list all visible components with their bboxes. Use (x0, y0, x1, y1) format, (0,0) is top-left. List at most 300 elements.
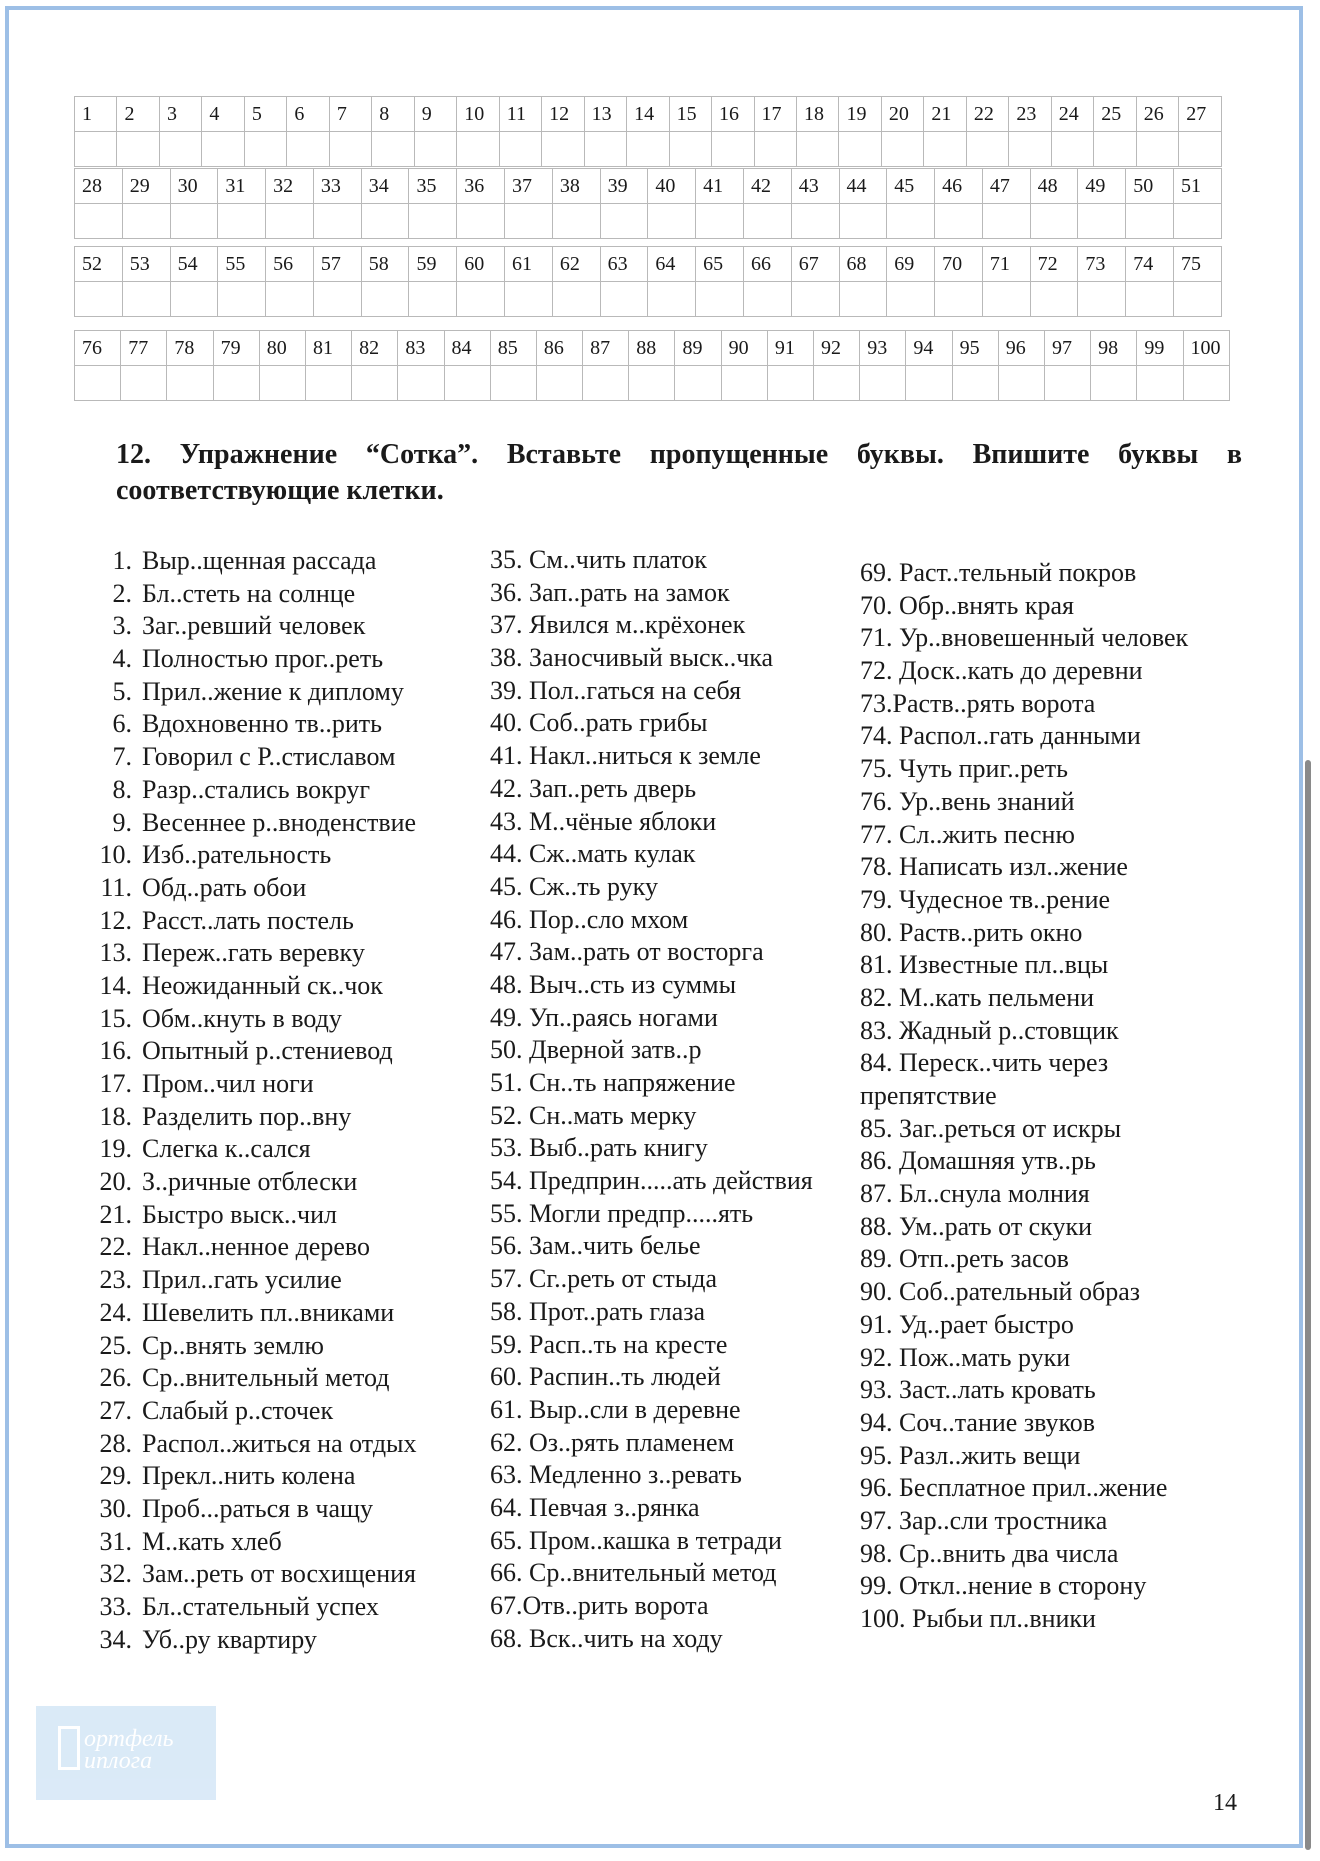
grid-number-cell: 97 (1044, 331, 1090, 366)
grid-number-cell: 60 (457, 247, 505, 282)
list-item: 80. Раств..рить окно (860, 917, 1083, 947)
grid-number-cell: 87 (583, 331, 629, 366)
grid-answer-cell[interactable] (1030, 204, 1078, 239)
list-item (94, 1526, 417, 1559)
grid-number-cell: 19 (839, 97, 881, 132)
grid-answer-cell[interactable] (1030, 282, 1078, 317)
grid-answer-cell[interactable] (1183, 366, 1230, 401)
grid-number-cell: 26 (1136, 97, 1178, 132)
list-item: 53. Выб..рать книгу (490, 1133, 708, 1163)
grid-number-cell: 88 (629, 331, 675, 366)
list-item (94, 1558, 417, 1591)
list-item: 51. Сн..ть напряжение (490, 1068, 736, 1097)
list-item: 66. Ср..внительный метод (490, 1558, 777, 1588)
grid-answer-cell[interactable] (266, 204, 314, 239)
grid-number-cell: 77 (121, 331, 167, 366)
grid-answer-cell[interactable] (552, 282, 600, 317)
item-number: 23. (99, 1265, 132, 1295)
grid-answer-cell[interactable] (648, 282, 696, 317)
list-item: 71. Ур..вновешенный человек (860, 623, 1189, 653)
item-number: 2. (112, 578, 132, 608)
list-item (94, 545, 417, 578)
grid-number-cell: 94 (906, 331, 952, 366)
grid-number-cell: 27 (1179, 97, 1222, 132)
list-item (94, 807, 417, 840)
grid-answer-cell[interactable] (259, 366, 305, 401)
grid-answer-cell[interactable] (313, 204, 361, 239)
grid-number-cell: 38 (552, 169, 600, 204)
list-item: 50. Дверной затв..р (490, 1035, 702, 1065)
grid-number-cell: 33 (313, 169, 361, 204)
grid-number-cell: 71 (982, 247, 1030, 282)
list-item: 38. Заносчивый выск..чка (490, 643, 774, 673)
grid-answer-cell[interactable] (1173, 282, 1221, 317)
list-item (94, 643, 417, 676)
item-text: Зам..реть от восхищения (142, 1559, 417, 1589)
item-number: 27. (99, 1395, 132, 1425)
grid-number-cell: 93 (860, 331, 906, 366)
grid-answer-cell[interactable] (721, 366, 767, 401)
grid-answer-cell[interactable] (1179, 132, 1222, 167)
list-item: 92. Пож..мать руки (860, 1342, 1071, 1372)
grid-answer-cell[interactable] (505, 204, 553, 239)
list-item: 83. Жадный р..стовщик (860, 1015, 1119, 1045)
item-text: Опытный р..стениевод (142, 1036, 393, 1066)
grid-number-cell: 89 (675, 331, 721, 366)
list-item: 99. Откл..нение в сторону (860, 1571, 1147, 1601)
grid-answer-cell[interactable] (536, 366, 582, 401)
grid-answer-cell[interactable] (629, 366, 675, 401)
item-text: Вдохновенно тв..рить (142, 709, 382, 739)
list-item (94, 1264, 417, 1297)
grid-number-cell: 21 (924, 97, 966, 132)
grid-answer-cell[interactable] (1136, 132, 1178, 167)
grid-answer-cell[interactable] (499, 132, 541, 167)
item-text: Накл..ненное дерево (142, 1232, 370, 1262)
grid-answer-cell[interactable] (839, 204, 887, 239)
grid-answer-cell[interactable] (170, 204, 218, 239)
grid-number-cell: 9 (414, 97, 456, 132)
grid-answer-cell[interactable] (218, 204, 266, 239)
list-item: 40. Соб..рать грибы (490, 708, 708, 738)
grid-number-cell: 41 (696, 169, 744, 204)
grid-answer-cell[interactable] (1094, 132, 1136, 167)
item-text: Распол..житься на отдых (142, 1428, 417, 1458)
list-item (94, 1068, 417, 1101)
grid-number-cell: 37 (505, 169, 553, 204)
item-text: Уб..ру квартиру (142, 1624, 317, 1654)
list-item: 41. Накл..ниться к земле (490, 741, 761, 771)
list-item: 60. Распин..ть людей (490, 1362, 721, 1392)
item-number: 3. (112, 611, 132, 641)
list-item: 86. Домашняя утв..рь (860, 1146, 1096, 1176)
grid-answer-cell[interactable] (754, 132, 796, 167)
list-item: 54. Предприн.....ать действия (490, 1166, 813, 1196)
item-text: Весеннее р..вноденствие (142, 807, 417, 837)
grid-number-cell: 8 (372, 97, 414, 132)
item-number: 13. (99, 938, 132, 968)
item-number: 25. (99, 1330, 132, 1360)
grid-answer-cell[interactable] (924, 132, 966, 167)
item-number: 20. (99, 1167, 132, 1197)
list-item: 84. Переск..чить через препятствие (860, 1048, 1109, 1111)
item-text: Быстро выск..чил (142, 1199, 337, 1229)
grid-answer-cell[interactable] (600, 282, 648, 317)
grid-answer-cell[interactable] (583, 366, 629, 401)
grid-answer-cell[interactable] (796, 132, 838, 167)
grid-number-cell: 92 (814, 331, 860, 366)
list-item (94, 937, 417, 970)
list-item: 56. Зам..чить белье (490, 1231, 701, 1261)
item-text: Полностью прог..реть (142, 644, 384, 674)
item-number: 9. (112, 807, 132, 837)
list-item (94, 1591, 417, 1624)
item-number: 11. (100, 872, 132, 902)
grid-number-cell: 61 (505, 247, 553, 282)
grid-number-cell: 59 (409, 247, 457, 282)
grid-answer-cell[interactable] (982, 282, 1030, 317)
grid-number-cell: 76 (75, 331, 121, 366)
grid-number-cell: 83 (398, 331, 444, 366)
grid-answer-cell[interactable] (1078, 204, 1126, 239)
grid-number-cell: 28 (75, 169, 123, 204)
grid-number-cell: 63 (600, 247, 648, 282)
list-item: 97. Зар..сли тростника (860, 1505, 1108, 1535)
grid-answer-cell[interactable] (266, 282, 314, 317)
grid-answer-cell[interactable] (791, 204, 839, 239)
grid-number-cell: 2 (117, 97, 159, 132)
list-item (94, 1395, 417, 1428)
item-text: Ср..внительный метод (142, 1363, 390, 1393)
list-item: 94. Соч..тание звуков (860, 1407, 1096, 1437)
list-item: 55. Могли предпр.....ять (490, 1198, 754, 1228)
grid-number-cell: 62 (552, 247, 600, 282)
grid-answer-cell[interactable] (1091, 366, 1137, 401)
grid-number-cell: 44 (839, 169, 887, 204)
grid-answer-cell[interactable] (648, 204, 696, 239)
grid-answer-cell[interactable] (906, 366, 952, 401)
item-text: Изб..рательность (142, 840, 332, 870)
grid-answer-cell[interactable] (122, 204, 170, 239)
grid-number-cell: 75 (1173, 247, 1221, 282)
grid-answer-cell[interactable] (352, 366, 398, 401)
grid-number-cell: 100 (1183, 331, 1230, 366)
grid-answer-cell[interactable] (409, 282, 457, 317)
list-item (94, 839, 417, 872)
grid-answer-cell[interactable] (329, 132, 371, 167)
grid-answer-cell[interactable] (1173, 204, 1221, 239)
grid-answer-cell[interactable] (75, 282, 123, 317)
grid-answer-cell[interactable] (75, 204, 123, 239)
list-item (94, 1493, 417, 1526)
grid-number-cell: 46 (935, 169, 983, 204)
grid-number-cell: 99 (1137, 331, 1183, 366)
list-item: 88. Ум..рать от скуки (860, 1211, 1093, 1241)
grid-number-cell: 70 (935, 247, 983, 282)
list-item: 57. Сг..реть от стыда (490, 1264, 717, 1294)
list-item: 74. Распол..гать данными (860, 721, 1141, 751)
grid-answer-cell[interactable] (627, 132, 669, 167)
grid-answer-cell[interactable] (75, 366, 121, 401)
grid-answer-cell[interactable] (1137, 366, 1183, 401)
grid-answer-cell[interactable] (457, 282, 505, 317)
grid-number-cell: 82 (352, 331, 398, 366)
list-item: 70. Обр..внять края (860, 590, 1075, 620)
grid-answer-cell[interactable] (122, 282, 170, 317)
grid-number-cell: 18 (796, 97, 838, 132)
item-number: 7. (112, 742, 132, 772)
list-item: 59. Расп..ть на кресте (490, 1329, 728, 1359)
list-item: 58. Прот..рать глаза (490, 1296, 706, 1326)
list-item: 68. Вск..чить на ходу (490, 1623, 723, 1653)
grid-number-cell: 80 (259, 331, 305, 366)
grid-answer-cell[interactable] (505, 282, 553, 317)
grid-answer-cell[interactable] (767, 366, 813, 401)
grid-number-cell: 78 (167, 331, 213, 366)
grid-answer-cell[interactable] (743, 204, 791, 239)
grid-answer-cell[interactable] (839, 132, 881, 167)
list-item: 65. Пром..кашка в тетради (490, 1525, 782, 1555)
grid-answer-cell[interactable] (1009, 132, 1051, 167)
grid-answer-cell[interactable] (982, 204, 1030, 239)
grid-answer-cell[interactable] (935, 204, 983, 239)
grid-answer-cell[interactable] (1126, 282, 1174, 317)
grid-answer-cell[interactable] (860, 366, 906, 401)
grid-answer-cell[interactable] (952, 366, 998, 401)
grid-answer-cell[interactable] (542, 132, 584, 167)
list-item (94, 1428, 417, 1461)
item-text: Говорил с Р..стиславом (142, 742, 396, 772)
list-item: 39. Пол..гаться на себя (490, 675, 742, 705)
grid-number-cell: 17 (754, 97, 796, 132)
grid-answer-cell[interactable] (935, 282, 983, 317)
grid-answer-cell[interactable] (675, 366, 721, 401)
list-item: 95. Разл..жить вещи (860, 1440, 1081, 1470)
grid-answer-cell[interactable] (305, 366, 351, 401)
page-number: 14 (1213, 1790, 1237, 1816)
grid-table (74, 168, 1222, 239)
word-column-1 (94, 545, 417, 1656)
grid-answer-cell[interactable] (1051, 132, 1093, 167)
scrollbar[interactable] (1305, 760, 1311, 1850)
grid-number-cell: 16 (712, 97, 754, 132)
grid-answer-cell[interactable] (552, 204, 600, 239)
list-item: 93. Заст..лать кровать (860, 1375, 1096, 1405)
list-item: 91. Уд..рает быстро (860, 1309, 1074, 1339)
list-item: 77. Сл..жить песню (860, 819, 1075, 849)
item-text: Разделить пор..вну (142, 1101, 352, 1131)
grid-number-cell: 74 (1126, 247, 1174, 282)
grid-answer-cell[interactable] (444, 366, 490, 401)
item-number: 26. (99, 1363, 132, 1393)
grid-answer-cell[interactable] (490, 366, 536, 401)
grid-answer-cell[interactable] (213, 366, 259, 401)
item-number: 33. (99, 1592, 132, 1621)
grid-number-cell: 12 (542, 97, 584, 132)
grid-answer-cell[interactable] (839, 282, 887, 317)
grid-number-cell: 67 (791, 247, 839, 282)
list-item (94, 1297, 417, 1330)
item-text: М..кать хлеб (142, 1526, 282, 1556)
grid-number-cell: 43 (791, 169, 839, 204)
item-text: Проб...раться в чащу (142, 1493, 374, 1523)
grid-answer-cell[interactable] (814, 366, 860, 401)
list-item: 79. Чудесное тв..рение (860, 884, 1111, 914)
item-number: 29. (99, 1461, 132, 1491)
grid-answer-cell[interactable] (244, 132, 286, 167)
grid-number-cell: 51 (1173, 169, 1221, 204)
grid-answer-cell[interactable] (170, 282, 218, 317)
item-text: Бл..стеть на солнце (142, 578, 356, 608)
grid-answer-cell[interactable] (1078, 282, 1126, 317)
grid-number-cell: 66 (743, 247, 791, 282)
grid-number-cell: 58 (361, 247, 409, 282)
list-item (94, 1362, 417, 1395)
list-item (94, 905, 417, 938)
item-text: Слегка к..сался (142, 1134, 311, 1164)
grid-answer-cell[interactable] (669, 132, 711, 167)
grid-answer-cell[interactable] (218, 282, 266, 317)
grid-number-cell: 73 (1078, 247, 1126, 282)
grid-answer-cell[interactable] (398, 366, 444, 401)
list-item: 76. Ур..вень знаний (860, 786, 1075, 816)
item-number: 5. (112, 676, 132, 706)
grid-number-cell: 24 (1051, 97, 1093, 132)
list-item: 96. Бесплатное прил..жение (860, 1473, 1168, 1503)
grid-number-cell: 85 (490, 331, 536, 366)
list-item (94, 1003, 417, 1036)
grid-answer-cell[interactable] (887, 282, 935, 317)
grid-table (74, 330, 1230, 401)
grid-number-cell: 22 (966, 97, 1008, 132)
item-text: Неожиданный ск..чок (142, 970, 383, 1000)
grid-answer-cell[interactable] (457, 132, 499, 167)
item-number: 15. (99, 1003, 132, 1033)
grid-answer-cell[interactable] (117, 132, 159, 167)
grid-answer-cell[interactable] (600, 204, 648, 239)
grid-number-cell: 55 (218, 247, 266, 282)
item-number: 8. (112, 774, 132, 804)
list-item (94, 1199, 417, 1232)
grid-number-cell: 20 (881, 97, 923, 132)
grid-answer-cell[interactable] (121, 366, 167, 401)
grid-number-cell: 1 (75, 97, 117, 132)
list-item: 49. Уп..раясь ногами (490, 1002, 718, 1032)
grid-answer-cell[interactable] (743, 282, 791, 317)
item-text: Бл..стательный успех (142, 1592, 379, 1621)
grid-number-cell: 15 (669, 97, 711, 132)
grid-answer-cell[interactable] (361, 204, 409, 239)
grid-answer-cell[interactable] (881, 132, 923, 167)
grid-answer-cell[interactable] (202, 132, 244, 167)
item-number: 17. (99, 1069, 132, 1098)
grid-answer-cell[interactable] (791, 282, 839, 317)
list-item: 61. Выр..сли в деревне (490, 1394, 741, 1424)
item-number: 19. (99, 1134, 132, 1164)
grid-number-cell: 14 (627, 97, 669, 132)
list-item: 45. Сж..ть руку (490, 871, 658, 901)
grid-answer-cell[interactable] (457, 204, 505, 239)
list-item: 47. Зам..рать от восторга (490, 937, 764, 967)
list-item (94, 1101, 417, 1134)
grid-number-cell: 91 (767, 331, 813, 366)
grid-number-cell: 96 (998, 331, 1044, 366)
grid-number-cell: 34 (361, 169, 409, 204)
grid-number-cell: 81 (305, 331, 351, 366)
list-item (94, 610, 417, 643)
item-number: 32. (99, 1559, 132, 1589)
grid-number-cell: 36 (457, 169, 505, 204)
grid-answer-cell[interactable] (712, 132, 754, 167)
list-item: 89. Отп..реть засов (860, 1244, 1069, 1274)
grid-answer-cell[interactable] (414, 132, 456, 167)
grid-number-cell: 54 (170, 247, 218, 282)
word-column-2 (490, 544, 813, 1655)
grid-answer-cell[interactable] (584, 132, 626, 167)
grid-answer-cell[interactable] (1044, 366, 1090, 401)
list-item: 52. Сн..мать мерку (490, 1100, 697, 1130)
grid-answer-cell[interactable] (409, 204, 457, 239)
grid-number-cell: 25 (1094, 97, 1136, 132)
list-item: 62. Оз..рять пламенем (490, 1427, 735, 1457)
item-text: Разр..стались вокруг (142, 774, 371, 804)
grid-answer-cell[interactable] (1126, 204, 1174, 239)
grid-answer-cell[interactable] (313, 282, 361, 317)
item-text: Выр..щенная рассада (142, 546, 377, 575)
item-text: З..ричные отблески (142, 1167, 358, 1197)
grid-number-cell: 4 (202, 97, 244, 132)
list-item: 98. Ср..внить два числа (860, 1538, 1119, 1568)
grid-answer-cell[interactable] (287, 132, 329, 167)
grid-number-cell: 84 (444, 331, 490, 366)
grid-answer-cell[interactable] (696, 204, 744, 239)
grid-number-cell: 13 (584, 97, 626, 132)
list-item (94, 578, 417, 611)
grid-answer-cell[interactable] (361, 282, 409, 317)
grid-answer-cell[interactable] (998, 366, 1044, 401)
grid-number-cell: 31 (218, 169, 266, 204)
list-item (94, 1035, 417, 1068)
item-text: Слабый р..сточек (142, 1395, 334, 1425)
grid-number-cell: 35 (409, 169, 457, 204)
grid-answer-cell[interactable] (167, 366, 213, 401)
list-item (94, 1166, 417, 1199)
item-number: 22. (99, 1232, 132, 1262)
list-item: 63. Медленно з..ревать (490, 1460, 742, 1490)
item-number: 18. (99, 1101, 132, 1131)
grid-number-cell: 42 (743, 169, 791, 204)
grid-number-cell: 32 (266, 169, 314, 204)
list-item (94, 1133, 417, 1166)
list-item: 72. Доск..кать до деревни (860, 656, 1143, 686)
item-text: Прил..гать усилие (142, 1265, 342, 1295)
grid-number-cell: 50 (1126, 169, 1174, 204)
item-text: Прил..жение к диплому (142, 676, 404, 706)
grid-number-cell: 47 (982, 169, 1030, 204)
grid-answer-cell[interactable] (887, 204, 935, 239)
item-number: 24. (99, 1297, 132, 1327)
grid-answer-cell[interactable] (75, 132, 117, 167)
grid-number-cell: 57 (313, 247, 361, 282)
list-item: 81. Известные пл..вцы (860, 950, 1109, 980)
grid-answer-cell[interactable] (159, 132, 201, 167)
list-item: 37. Явился м..крёхонек (490, 610, 746, 640)
grid-answer-cell[interactable] (696, 282, 744, 317)
list-item: 36. Зап..рать на замок (490, 577, 730, 607)
grid-answer-cell[interactable] (966, 132, 1008, 167)
list-item: 82. М..кать пельмени (860, 982, 1095, 1012)
grid-answer-cell[interactable] (372, 132, 414, 167)
